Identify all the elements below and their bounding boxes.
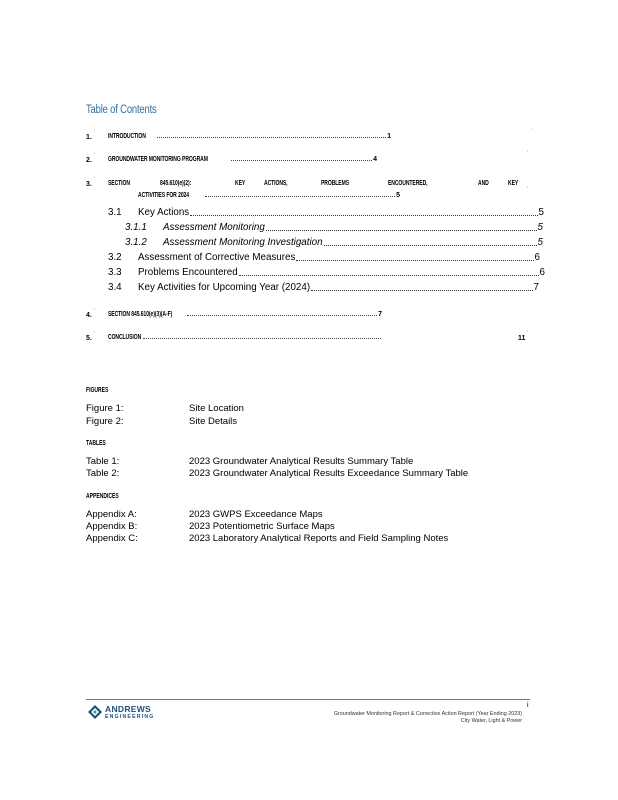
toc-entry-1-page: 1 — [387, 133, 391, 140]
toc-entry-2-number: 2. — [86, 157, 92, 164]
toc-entry-5[interactable] — [108, 334, 382, 341]
appendix-c-label: Appendix C: — [86, 533, 138, 544]
toc-entry-5-title: CONCLUSION — [108, 334, 142, 341]
table-1-label: Table 1: — [86, 456, 120, 467]
toc-entry-2-page: 4 — [373, 156, 377, 163]
figure-2-title[interactable]: Site Details — [189, 416, 238, 427]
toc-entry-1-number: 1. — [86, 134, 92, 141]
toc-entry-4[interactable] — [108, 311, 382, 318]
toc-entry-3-number: 3. — [86, 181, 92, 188]
tables-heading: TABLES — [86, 440, 106, 447]
table-1-title[interactable]: 2023 Groundwater Analytical Results Summary Table — [189, 456, 414, 467]
toc-entry-4-page: 7 — [378, 311, 382, 318]
appendix-c-title[interactable]: 2023 Laboratory Analytical Reports and Field Sampling Notes — [189, 533, 449, 544]
logo-subtitle: ENGINEERING — [105, 714, 155, 720]
toc-entry-4-title: SECTION 845.610(e)(3)(A-F) — [108, 311, 173, 318]
footer-rule — [86, 699, 530, 700]
toc-subentry-3-1-1[interactable]: 3.1.1 Assessment Monitoring 5 — [125, 222, 543, 233]
toc-subentry-3-1[interactable]: 3.1 Key Actions 5 — [108, 207, 544, 218]
footer-report-title: Groundwater Monitoring Report & Corrective Action Report (Year Ending 2023) — [333, 711, 522, 717]
toc-title: Table of Contents — [86, 104, 157, 116]
toc-entry-1[interactable] — [108, 133, 391, 140]
logo-diamond-icon — [88, 705, 102, 719]
appendices-heading: APPENDICES — [86, 493, 119, 500]
toc-subentry-3-1-2[interactable]: 3.1.2 Assessment Monitoring Investigation 5 — [125, 237, 543, 248]
footer-client: City Water, Light & Power — [460, 718, 522, 724]
toc-entry-3-line2 — [138, 192, 400, 199]
figure-1-title[interactable]: Site Location — [189, 403, 244, 414]
toc-entry-3-page: 5 — [396, 192, 400, 199]
logo-name: ANDREWS — [105, 704, 152, 714]
table-2-label: Table 2: — [86, 468, 120, 479]
toc-subentry-3-4[interactable]: 3.4 Key Activities for Upcoming Year (2024) 7 — [108, 282, 539, 293]
toc-entry-1-title: INTRODUCTION — [108, 133, 146, 140]
toc-subentry-3-3[interactable]: 3.3 Problems Encountered 6 — [108, 267, 545, 278]
figure-2-label: Figure 2: — [86, 416, 124, 427]
appendix-a-title[interactable]: 2023 GWPS Exceedance Maps — [189, 509, 323, 520]
toc-entry-2-title: GROUNDWATER MONITORING PROGRAM — [108, 156, 208, 163]
table-2-title[interactable]: 2023 Groundwater Analytical Results Exceedance Summary Table — [189, 468, 469, 479]
toc-entry-4-number: 4. — [86, 312, 92, 319]
appendix-b-title[interactable]: 2023 Potentiometric Surface Maps — [189, 521, 335, 532]
appendix-b-label: Appendix B: — [86, 521, 138, 532]
toc-entry-2[interactable] — [108, 156, 377, 163]
page-number: i — [527, 702, 529, 709]
toc-entry-5-page: 11 — [518, 335, 526, 342]
figures-heading: FIGURES — [86, 387, 109, 394]
toc-subentry-3-2[interactable]: 3.2 Assessment of Corrective Measures 6 — [108, 252, 540, 263]
figure-1-label: Figure 1: — [86, 403, 124, 414]
toc-entry-5-number: 5. — [86, 335, 92, 342]
appendix-a-label: Appendix A: — [86, 509, 137, 520]
toc-entry-3-title-line2: ACTIVITIES FOR 2024 — [138, 192, 190, 199]
